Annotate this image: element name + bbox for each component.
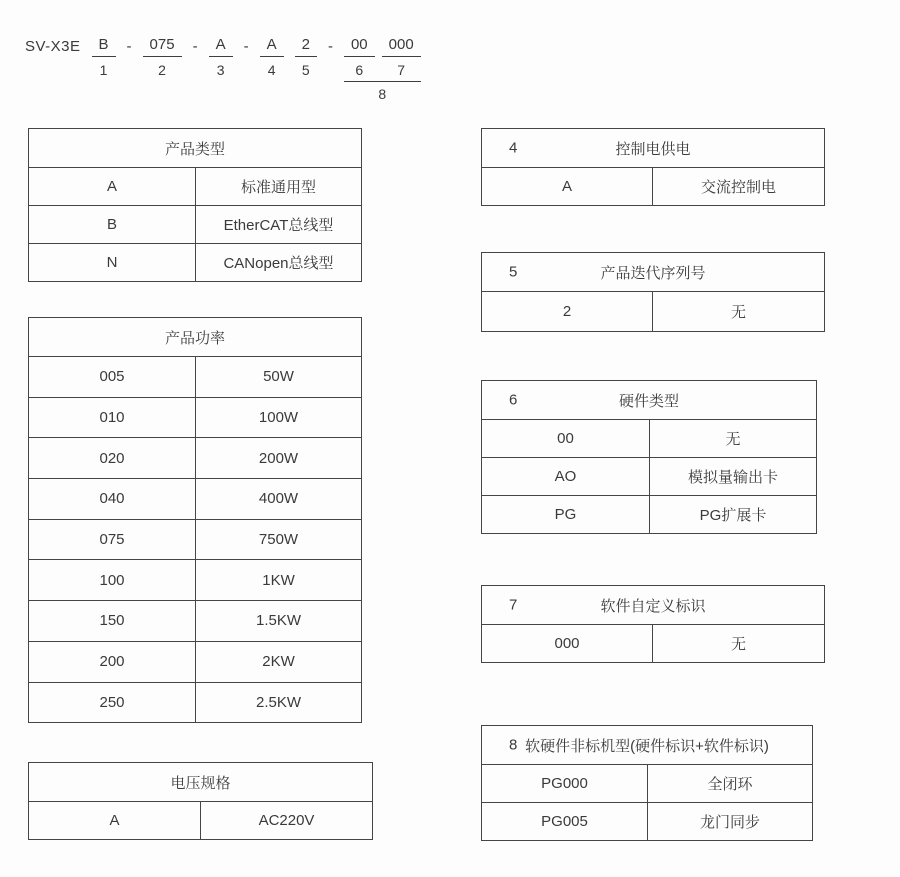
description-cell: 750W [258,531,299,549]
description-cell: 全闭环 [707,776,753,793]
table-row [29,519,361,560]
code-cell: 150 [29,601,196,641]
model-code-legend [25,37,421,102]
segment-5-value: 2 [295,37,317,57]
table-header [482,726,812,764]
table-row [29,205,361,243]
table-title: 产品功率 [164,329,225,347]
table-product-type [28,128,362,282]
segment-1-value: B [92,37,116,57]
table-row [29,600,361,641]
code-cell: AO [482,458,650,495]
table-header-number: 4 [509,139,518,157]
description-cell: 1.5KW [255,612,301,630]
separator-dash: - [192,38,198,55]
description-cell: 无 [730,636,746,653]
code-cell: PG005 [482,803,648,840]
table-control-power [481,128,825,206]
table-row [29,801,372,839]
table-header [29,318,361,356]
table-row [482,624,824,662]
description-cell: 100W [258,409,299,427]
table-title: 软件自定义标识 [600,597,706,615]
table-header [482,381,816,419]
segment-5-number: 5 [301,62,310,78]
description-cell: 200W [258,449,299,467]
description-cell: 2.5KW [255,693,301,711]
segment-3-value: A [209,37,233,57]
code-cell: 200 [29,642,196,682]
table-row [482,419,816,457]
code-cell: A [29,802,201,839]
description-cell: 龙门同步 [699,814,760,831]
table-header-number: 6 [509,391,518,409]
segment-6-number: 6 [355,62,364,78]
table-header-number: 7 [509,596,518,614]
segment-3-number: 3 [216,62,225,78]
description-cell: 1KW [262,571,295,589]
table-row [29,478,361,519]
description-cell: 2KW [262,653,295,671]
table-row [482,167,824,205]
table-row [29,682,361,723]
description-cell: 400W [258,490,299,508]
table-voltage-spec [28,762,373,840]
code-cell: 005 [29,357,196,397]
table-header [482,129,824,167]
code-segment-3 [209,37,233,78]
code-segment-2 [143,37,182,78]
segment-2-number: 2 [158,62,166,78]
table-row [482,802,812,840]
separator-dash: - [243,38,249,55]
code-segment-4 [260,37,284,78]
code-segment-7 [382,37,421,78]
code-cell: B [29,206,196,243]
code-segment-1 [92,37,116,78]
description-cell: 标准通用型 [240,179,316,196]
code-segment-6 [344,37,375,78]
code-cell: 040 [29,479,196,519]
table-nonstandard-model [481,725,813,841]
table-product-power [28,317,362,723]
table-row [29,243,361,281]
description-cell: 交流控制电 [700,179,776,196]
code-cell: PG000 [482,765,648,802]
code-cell: 250 [29,683,196,723]
code-cell: PG [482,496,650,533]
segment-4-number: 4 [267,62,276,78]
table-row [29,559,361,600]
separator-dash: - [327,38,333,55]
table-header [482,586,824,624]
segment-7-value: 000 [382,37,421,57]
description-cell: 无 [730,304,746,321]
code-cell: 2 [482,292,653,331]
code-cell: N [29,244,196,281]
table-header-number: 8 [509,736,518,754]
table-header [482,253,824,291]
segment-1-number: 1 [99,62,108,78]
separator-dash: - [126,38,132,55]
table-row [29,167,361,205]
description-cell: 无 [725,431,741,448]
table-row [482,457,816,495]
code-cell: A [482,168,653,205]
description-cell: AC220V [258,812,315,829]
table-title: 硬件类型 [618,392,679,410]
code-segment-group-row [344,37,421,82]
table-header [29,763,372,801]
table-title: 软硬件非标机型(硬件标识+软件标识) [525,737,769,755]
code-cell: 010 [29,398,196,438]
model-code-prefix: SV-X3E [25,38,81,55]
description-cell: 50W [263,368,294,386]
table-row [482,291,824,331]
description-cell: CANopen总线型 [223,255,334,272]
segment-8-number: 8 [378,86,387,102]
table-title: 产品类型 [164,140,225,158]
code-segment-5 [295,37,317,78]
code-cell: A [29,168,196,205]
description-cell: PG扩展卡 [699,507,767,524]
segment-4-value: A [260,37,284,57]
code-cell: 100 [29,560,196,600]
table-software-custom-id [481,585,825,663]
table-hardware-type [481,380,817,534]
table-header-number: 5 [509,263,518,281]
code-cell: 075 [29,520,196,560]
segment-2-value: 075 [143,37,182,57]
table-iteration-serial [481,252,825,332]
segment-6-value: 00 [344,37,375,57]
table-title: 电压规格 [170,774,231,792]
code-cell: 000 [482,625,653,662]
code-cell: 020 [29,438,196,478]
table-title: 产品迭代序列号 [600,264,706,282]
table-row [29,356,361,397]
table-row [29,437,361,478]
code-cell: 00 [482,420,650,457]
description-cell: 模拟量输出卡 [687,469,778,486]
description-cell: EtherCAT总线型 [223,217,334,234]
table-row [482,764,812,802]
code-segment-group-8 [344,37,421,102]
segment-7-number: 7 [397,62,406,78]
table-title: 控制电供电 [615,140,691,158]
table-header [29,129,361,167]
table-row [29,641,361,682]
table-row [29,397,361,438]
table-row [482,495,816,533]
